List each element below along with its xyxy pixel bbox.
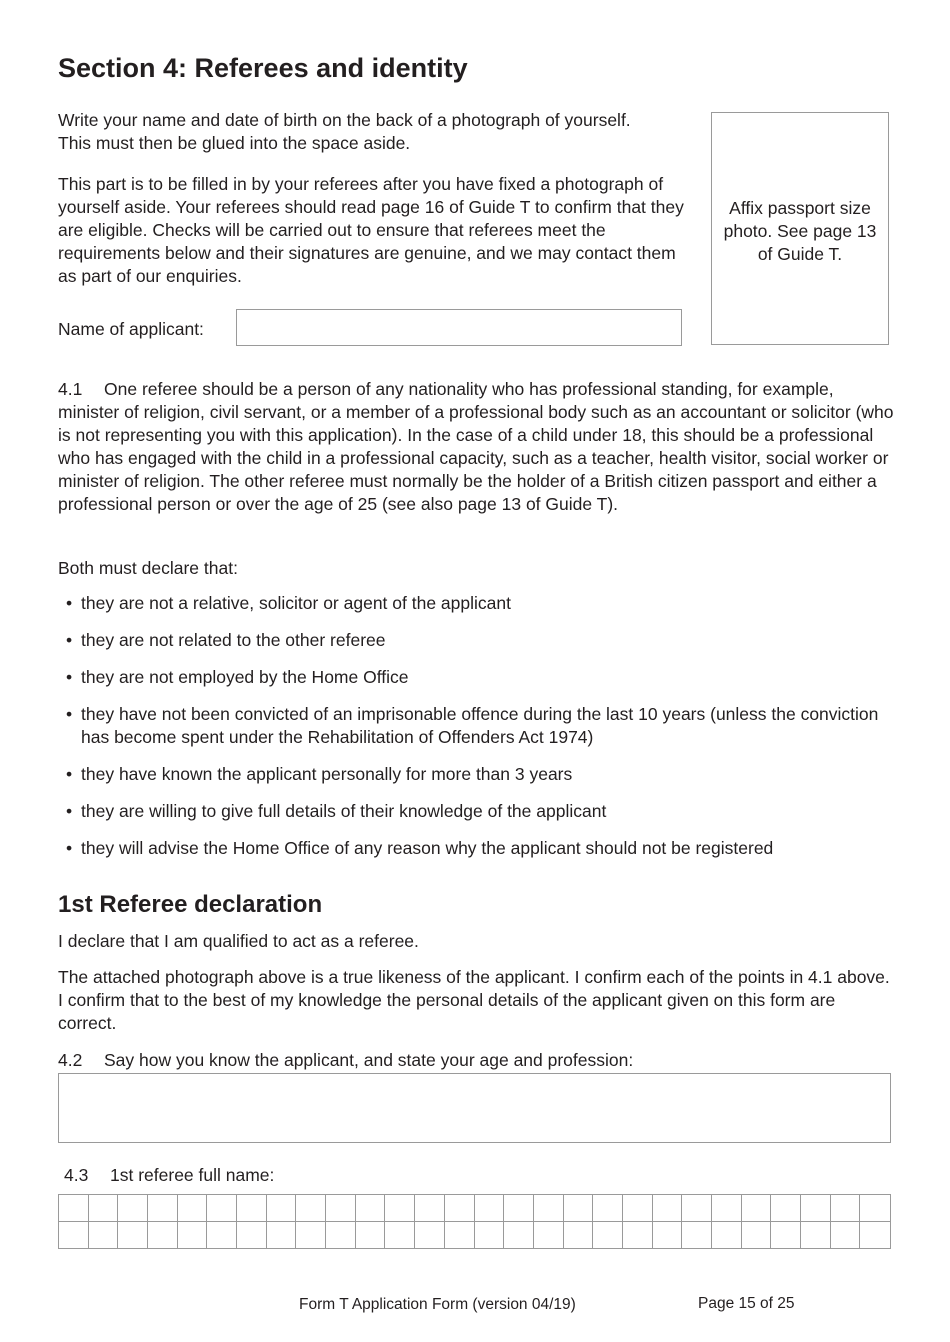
name-character-box[interactable]	[712, 1222, 742, 1249]
name-character-box[interactable]	[623, 1222, 653, 1249]
name-character-box[interactable]	[475, 1195, 505, 1222]
name-character-box[interactable]	[178, 1195, 208, 1222]
name-character-box[interactable]	[742, 1222, 772, 1249]
question-4-2	[58, 1049, 633, 1072]
list-item: • they are willing to give full details of their knowledge of the applicant	[66, 800, 896, 823]
name-character-box[interactable]	[504, 1195, 534, 1222]
question-number: 4.2	[58, 1050, 83, 1070]
referee-1-heading: 1st Referee declaration	[58, 891, 323, 918]
name-character-box[interactable]	[118, 1195, 148, 1222]
name-character-box[interactable]	[207, 1222, 237, 1249]
name-character-box[interactable]	[771, 1195, 801, 1222]
question-4-3	[64, 1164, 274, 1187]
name-character-box[interactable]	[445, 1195, 475, 1222]
footer-form-name: Form T Application Form (version 04/19)	[299, 1296, 576, 1313]
name-character-box[interactable]	[385, 1222, 415, 1249]
question-number: 4.1	[58, 379, 83, 399]
name-character-box[interactable]	[653, 1195, 683, 1222]
question-number: 4.3	[64, 1165, 89, 1185]
name-character-box[interactable]	[534, 1195, 564, 1222]
name-character-box[interactable]	[593, 1195, 623, 1222]
name-character-box[interactable]	[712, 1195, 742, 1222]
referee-relationship-field[interactable]	[58, 1073, 891, 1143]
question-4-1-text: One referee should be a person of any nationality who has professional standing, for example, minister of religion, civil servant, or a member of a professional body such as an accountant or solicitor (who is not representing you with this application). In the case of a child under 18, this should be a professional who has engaged with the child in a professional capacity, such as a teacher, health visitor, social worker or minister of religion. The other referee must normally be the holder of a British citizen passport and either a professional person or over the age of 25 (see also page 13 of Guide T).	[58, 379, 894, 514]
name-character-box[interactable]	[593, 1222, 623, 1249]
declare-intro: Both must declare that:	[58, 558, 238, 578]
list-item: • they have known the applicant personally for more than 3 years	[66, 763, 896, 786]
name-character-box[interactable]	[742, 1195, 772, 1222]
name-character-box[interactable]	[831, 1222, 861, 1249]
question-4-2-label: Say how you know the applicant, and state your age and profession:	[104, 1050, 634, 1070]
question-4-3-label: 1st referee full name:	[110, 1165, 275, 1185]
name-character-box[interactable]	[475, 1222, 505, 1249]
name-character-box[interactable]	[237, 1222, 267, 1249]
name-character-box[interactable]	[89, 1222, 119, 1249]
name-character-box[interactable]	[59, 1195, 89, 1222]
name-character-box[interactable]	[653, 1222, 683, 1249]
name-character-box[interactable]	[860, 1195, 890, 1222]
name-character-box[interactable]	[771, 1222, 801, 1249]
name-character-box[interactable]	[148, 1222, 178, 1249]
name-character-box[interactable]	[356, 1195, 386, 1222]
name-character-box[interactable]	[682, 1195, 712, 1222]
name-character-box[interactable]	[326, 1195, 356, 1222]
photo-box[interactable]	[711, 112, 889, 345]
name-character-box[interactable]	[178, 1222, 208, 1249]
referee-1-attestation: The attached photograph above is a true likeness of the applicant. I confirm each of the points in 4.1 above. I confirm that to the best of my knowledge the personal details of the applicant given on this form are correct.	[58, 967, 890, 1033]
name-character-box[interactable]	[534, 1222, 564, 1249]
intro-referee-instructions: This part is to be filled in by your referees after you have fixed a photograph of yourself aside. Your referees should read page 16 of Guide T to confirm that they are eligible. Checks will be carried out to ensure that referees meet the requirements below and their signatures are genuine, and we may contact them as part of our enquiries.	[58, 174, 684, 286]
name-character-box[interactable]	[415, 1222, 445, 1249]
name-character-box[interactable]	[801, 1195, 831, 1222]
list-item: • they are not a relative, solicitor or agent of the applicant	[66, 592, 896, 615]
intro-photo-instructions: Write your name and date of birth on the back of a photograph of yourself. This must then be glued into the space aside.	[58, 110, 631, 153]
name-character-box[interactable]	[860, 1222, 890, 1249]
name-character-box[interactable]	[564, 1195, 594, 1222]
photo-box-instructions: Affix passport size photo. See page 13 of Guide T.	[723, 198, 877, 264]
section-title: Section 4: Referees and identity	[58, 53, 468, 83]
list-item: • they are not employed by the Home Office	[66, 666, 896, 689]
name-character-box[interactable]	[326, 1222, 356, 1249]
name-character-box[interactable]	[415, 1195, 445, 1222]
applicant-name-field[interactable]	[236, 309, 682, 346]
list-item: • they have not been convicted of an imprisonable offence during the last 10 years (unless the conviction has become spent under the Rehabilitation of Offenders Act 1974)	[66, 703, 896, 749]
name-character-box[interactable]	[831, 1195, 861, 1222]
name-character-box[interactable]	[148, 1195, 178, 1222]
name-character-box[interactable]	[237, 1195, 267, 1222]
referee-full-name-grid[interactable]	[58, 1194, 891, 1249]
list-item: • they will advise the Home Office of any reason why the applicant should not be registered	[66, 837, 896, 860]
name-character-box[interactable]	[118, 1222, 148, 1249]
referee-1-qualified: I declare that I am qualified to act as a referee.	[58, 931, 419, 951]
name-character-box[interactable]	[207, 1195, 237, 1222]
name-character-box[interactable]	[267, 1222, 297, 1249]
name-character-box[interactable]	[59, 1222, 89, 1249]
name-character-box[interactable]	[89, 1195, 119, 1222]
list-item: • they are not related to the other referee	[66, 629, 896, 652]
question-4-1	[58, 378, 894, 516]
name-character-box[interactable]	[564, 1222, 594, 1249]
name-character-box[interactable]	[623, 1195, 653, 1222]
footer-page-number: Page 15 of 25	[698, 1295, 795, 1312]
name-character-box[interactable]	[267, 1195, 297, 1222]
name-character-box[interactable]	[296, 1195, 326, 1222]
name-character-box[interactable]	[385, 1195, 415, 1222]
name-character-box[interactable]	[504, 1222, 534, 1249]
name-character-box[interactable]	[356, 1222, 386, 1249]
declaration-list	[66, 592, 896, 874]
name-character-box[interactable]	[801, 1222, 831, 1249]
applicant-name-label: Name of applicant:	[58, 319, 204, 339]
name-character-box[interactable]	[682, 1222, 712, 1249]
name-character-box[interactable]	[445, 1222, 475, 1249]
name-character-box[interactable]	[296, 1222, 326, 1249]
